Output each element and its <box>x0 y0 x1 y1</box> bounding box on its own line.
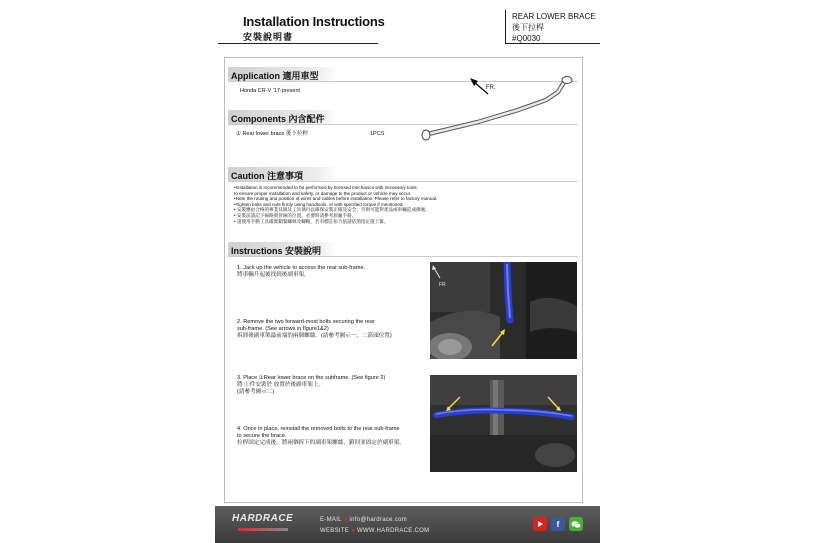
figure-fr-label: FR <box>439 282 446 288</box>
components-heading: Components 內含配件 <box>231 114 325 124</box>
brand-logo-stripe <box>238 528 288 531</box>
caution-line: to ensure proper installation and safety, or damage to the product or vehicle may occur. <box>234 190 412 196</box>
instructions-rule <box>228 256 578 257</box>
email-label: E-MAIL <box>320 517 342 523</box>
brand-logo: HARDRACE <box>232 513 294 524</box>
vehicle-fitment: Honda CR-V '17-present <box>240 88 301 94</box>
document-title-zh: 安裝說明書 <box>243 32 294 42</box>
step-4-en: 4. Once in place, reinstall the removed bolts to the rear sub-frame <box>237 426 400 432</box>
figure-1-photo <box>430 262 577 359</box>
step-3-zh: 將 ①件安裝於 放置於後副車架上。 <box>237 382 325 389</box>
step-3-en: 3. Place ①Rear lower brace on the subframe. (See figure 2) <box>237 375 386 381</box>
application-heading: Application 適用車型 <box>231 71 319 81</box>
footer-email-line <box>320 517 407 523</box>
bullet-icon: ● <box>351 528 356 534</box>
instruction-step-1 <box>237 265 417 279</box>
step-2-zh: 拆卸後副車架最前端的兩個螺絲。(請參考圖示一、二箭頭位置) <box>237 333 392 340</box>
wechat-icon[interactable] <box>569 517 583 531</box>
diagram-fr-label: FR. <box>486 85 496 91</box>
website-label: WEBSITE <box>320 528 350 534</box>
header-divider <box>218 43 378 44</box>
step-2-en-cont: sub-frame. (See arrows in figure1&2) <box>237 326 329 333</box>
step-2-en: 2. Remove the two forward-most bolts securing the rear <box>237 319 375 325</box>
footer-website-line <box>320 528 429 534</box>
brace-drawing <box>422 77 572 141</box>
bullet-icon: ● <box>343 517 348 523</box>
product-name-zh: 後下拉桿 <box>512 23 544 32</box>
caution-line: •Note the routing and position of wires and cables before installation. Please refer to factory manual. <box>234 196 438 202</box>
header-vertical-divider <box>505 10 506 44</box>
email-link[interactable]: info@hardrace.com <box>349 517 408 523</box>
document-title: Installation Instructions <box>243 14 385 29</box>
instruction-step-3 <box>237 375 417 397</box>
part-number: #Q0030 <box>512 34 541 43</box>
step-4-zh: 拉桿固定完成後，將兩個拆下的副車架螺絲，鎖回並固定於副車架。 <box>237 440 405 447</box>
component-item-label: ① Rear lower brace 後下拉桿 <box>236 131 308 137</box>
caution-line: • 安裝應由合格的專業技師及工具執行以確保安裝正確及安全，否則可能對產品或車輛造成損壞。 <box>234 207 430 213</box>
caution-heading: Caution 注意事項 <box>231 171 303 181</box>
step-4-en-cont: to secure the brace. <box>237 433 287 440</box>
step-1-en: 1. Jack up the vehicle to access the rear sub-frame. <box>237 265 366 271</box>
step-3-zh-cont: (請參考圖示二) <box>237 389 275 396</box>
header-right-divider <box>505 43 600 44</box>
website-link[interactable]: WWW.HARDRACE.COM <box>356 528 430 534</box>
figure-2-photo <box>430 375 577 472</box>
youtube-icon[interactable] <box>533 517 547 531</box>
facebook-icon[interactable]: f <box>551 517 565 531</box>
caution-line: • 請使用手動工具確實鎖緊螺絲及螺帽，若有標註扭力值請依照指定值上緊。 <box>234 218 389 224</box>
instructions-heading: Instructions 安裝說明 <box>231 246 322 256</box>
caution-line: •Installation is recommended to be performed by licensed mechanics with necessary tools <box>234 185 417 190</box>
component-item-qty: 1PCS <box>370 131 385 137</box>
brace-highlight <box>507 262 510 320</box>
caution-line: •Tighten bolts and nuts firmly using handtools, or with specified torque if mentioned. <box>234 201 404 207</box>
instruction-step-2 <box>237 319 417 341</box>
step-1-zh: 將車輛升起後找到後副車架。 <box>237 272 310 279</box>
caution-list <box>234 185 437 224</box>
caution-rule <box>228 181 578 182</box>
product-info <box>512 11 596 44</box>
instruction-step-4 <box>237 426 417 448</box>
brace-diagram <box>418 70 578 145</box>
caution-line: • 安裝前請記下線路與管線的位置，必要時請參考原廠手冊。 <box>234 212 357 218</box>
product-name: REAR LOWER BRACE <box>512 12 596 21</box>
